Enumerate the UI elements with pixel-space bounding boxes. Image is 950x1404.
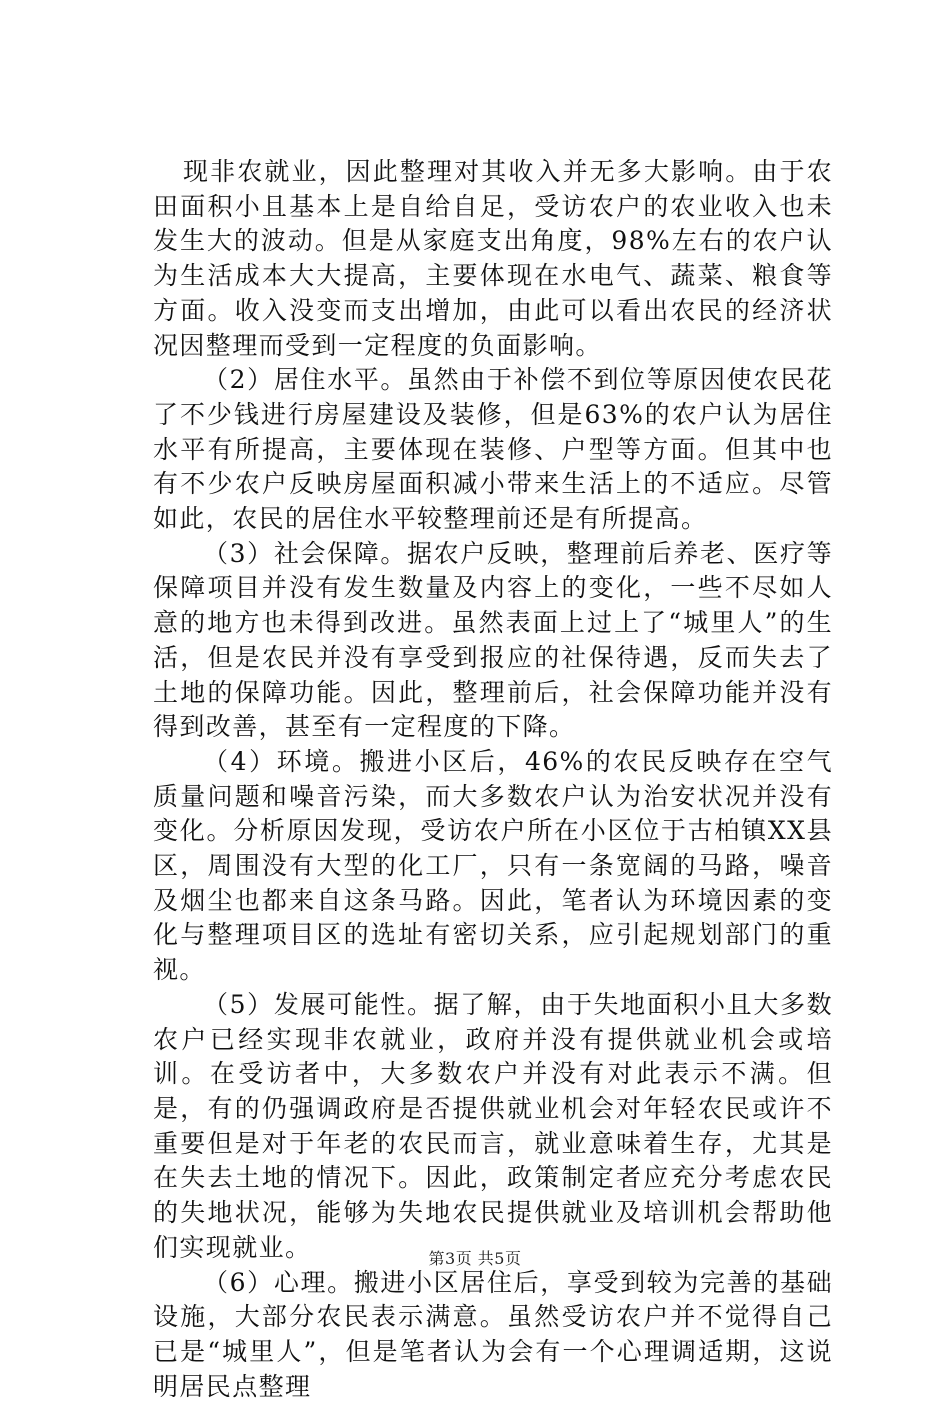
- paragraph-environment: （4）环境。搬进小区后，46%的农民反映存在空气质量问题和噪音污染，而大多数农户认为治安状况并没有变化。分析原因发现，受访农户所在小区位于古柏镇XX县区，周围没有大型的化工厂，只有一条宽阔的马路，噪音及烟尘也都来自这条马路。因此，笔者认为环境因素的变化与整理项目区的选址有密切关系，应引起规划部门的重视。: [153, 745, 833, 988]
- paragraph-housing: （2）居住水平。虽然由于补偿不到位等原因使农民花了不少钱进行房屋建设及装修，但是63%的农户认为居住水平有所提高，主要体现在装修、户型等方面。但其中也有不少农户反映房屋面积减小带来生活上的不适应。尽管如此，农民的居住水平较整理前还是有所提高。: [153, 363, 833, 537]
- paragraph-development: （5）发展可能性。据了解，由于失地面积小且大多数农户已经实现非农就业，政府并没有提供就业机会或培训。在受访者中，大多数农户并没有对此表示不满。但是，有的仍强调政府是否提供就业机会对年轻农民或许不重要但是对于年老的农民而言，就业意味着生存，尤其是在失去土地的情况下。因此，政策制定者应充分考虑农民的失地状况，能够为失地农民提供就业及培训机会帮助他们实现就业。: [153, 988, 833, 1266]
- page-footer: 第3页 共5页: [0, 1246, 950, 1269]
- paragraph-income: 现非农就业，因此整理对其收入并无多大影响。由于农田面积小且基本上是自给自足，受访农户的农业收入也未发生大的波动。但是从家庭支出角度，98%左右的农户认为生活成本大大提高，主要体现在水电气、蔬菜、粮食等方面。收入没变而支出增加，由此可以看出农民的经济状况因整理而受到一定程度的负面影响。: [153, 155, 833, 363]
- paragraph-psychology: （6）心理。搬进小区居住后，享受到较为完善的基础设施，大部分农民表示满意。虽然受访农户并不觉得自己已是“城里人”，但是笔者认为会有一个心理调适期，这说明居民点整理: [153, 1266, 833, 1404]
- document-body: [153, 155, 833, 1404]
- paragraph-social-security: （3）社会保障。据农户反映，整理前后养老、医疗等保障项目并没有发生数量及内容上的变化，一些不尽如人意的地方也未得到改进。虽然表面上过上了“城里人”的生活，但是农民并没有享受到报应的社保待遇，反而失去了土地的保障功能。因此，整理前后，社会保障功能并没有得到改善，甚至有一定程度的下降。: [153, 537, 833, 745]
